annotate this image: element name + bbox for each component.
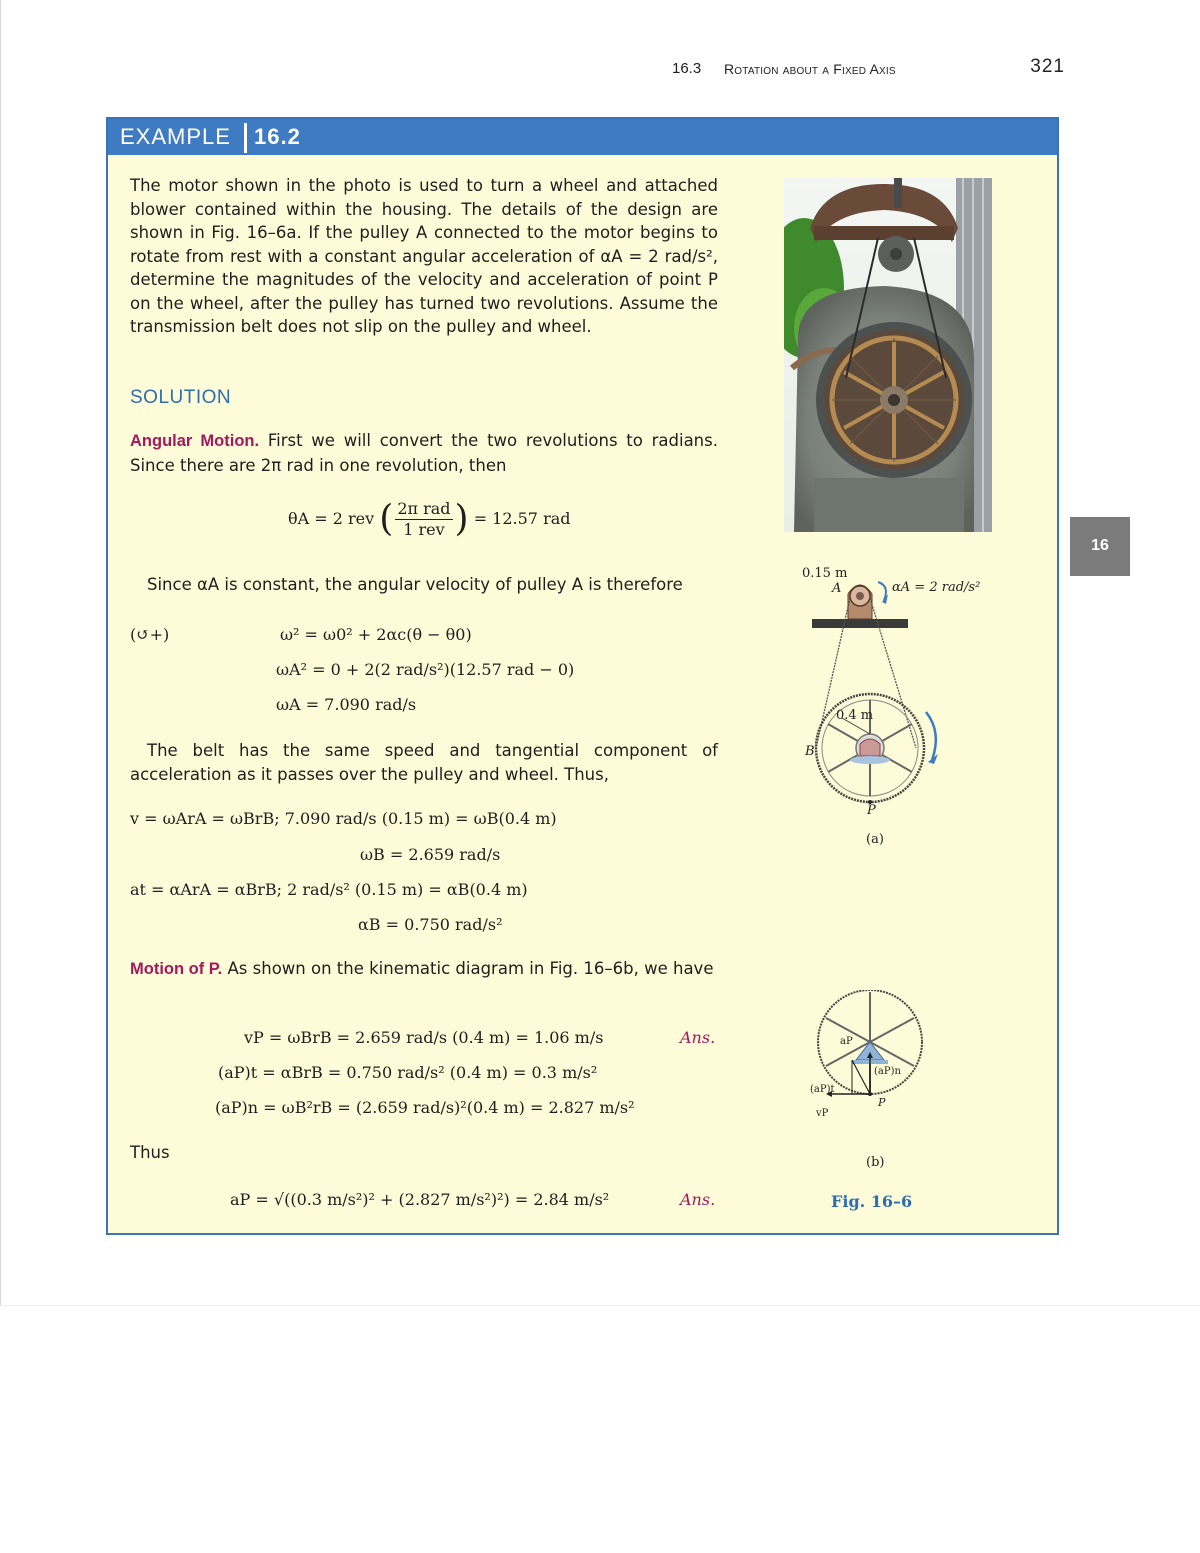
label-ap: aP — [840, 1036, 853, 1047]
acceleration-equation: at = αArA = αBrB; 2 rad/s² (0.15 m) = αB(0.4 m) — [130, 880, 528, 899]
label-a: A — [832, 581, 842, 596]
chapter-tab: 16 — [1070, 517, 1130, 576]
section-title: Rotation about a Fixed Axis — [724, 61, 896, 77]
theta-lhs: θA = 2 rev — [288, 509, 375, 528]
problem-text: The motor shown in the photo is used to turn a wheel and attached blower contained within the housing. The details of the design are shown in Fig. 16–6a. If the pulley A connected to the motor begins to rotate from rest with a constant angular acceleration of αA = 2 rad/s², determine the magnitudes of the velocity and acceleration of point P on the wheel, after the pulley has turned two revolutions. Assume the transmission belt does not slip on the pulley and wheel. — [130, 176, 718, 336]
page-number: 321 — [1030, 56, 1065, 77]
kinematic-eq-2: ωA² = 0 + 2(2 rad/s²)(12.57 rad − 0) — [276, 660, 575, 679]
label-b-radius: 0.4 m — [836, 708, 874, 723]
caption-b: (b) — [866, 1155, 885, 1170]
belt-text — [130, 739, 718, 786]
label-p: P — [867, 803, 876, 818]
theta-equation — [288, 499, 571, 540]
since-text: Since αA is constant, the angular velocity of pulley A is therefore — [147, 575, 683, 594]
label-vp: vP — [816, 1108, 829, 1119]
page-bottom-edge — [0, 1305, 1200, 1306]
example-number: 16.2 — [254, 124, 301, 149]
label-a-radius: 0.15 m — [802, 566, 848, 581]
label-alpha-a: αA = 2 rad/s² — [892, 580, 981, 595]
kinematic-eq-1: ω² = ω0² + 2αc(θ − θ0) — [280, 625, 472, 644]
label-apt: (aP)t — [810, 1084, 835, 1095]
label-b: B — [805, 744, 815, 759]
motion-p-text: As shown on the kinematic diagram in Fig. 16–6b, we have — [227, 959, 714, 978]
section-number: 16.3 — [672, 60, 702, 77]
label-apn: (aP)n — [874, 1066, 901, 1077]
answer-label-2: Ans. — [680, 1190, 716, 1209]
theta-fraction — [395, 499, 452, 540]
header-divider — [244, 123, 247, 153]
belt-text-content: The belt has the same speed and tangential component of acceleration as it passes over the pulley and wheel. Thus, — [130, 741, 718, 784]
example-header — [108, 119, 1057, 155]
figure-16-6a — [800, 566, 1000, 856]
angular-motion-paragraph — [130, 429, 718, 477]
caption-a: (a) — [866, 832, 884, 847]
velocity-equation: v = ωArA = ωBrB; 7.090 rad/s (0.15 m) = ωB(0.4 m) — [130, 809, 557, 828]
thus-text: Thus — [130, 1143, 170, 1162]
angular-motion-text: First we will convert the two revolutions to radians. Since there are 2π rad in one revolution, then — [130, 431, 718, 475]
omega-b-equation: ωB = 2.659 rad/s — [360, 845, 501, 864]
solution-heading: SOLUTION — [130, 387, 232, 408]
alpha-b-equation: αB = 0.750 rad/s² — [358, 915, 503, 934]
angular-motion-heading: Angular Motion. — [130, 432, 260, 450]
theta-frac-num: 2π rad — [397, 499, 451, 518]
right-paren: ) — [454, 498, 469, 540]
ap-equation: aP = √((0.3 m/s²)² + (2.827 m/s²)²) = 2.84 m/s² — [230, 1190, 610, 1209]
answer-label-1: Ans. — [680, 1028, 716, 1047]
left-paren: ( — [379, 498, 394, 540]
theta-frac-den: 1 rev — [403, 520, 445, 539]
motion-p-heading: Motion of P. — [130, 960, 223, 978]
motion-p-paragraph — [130, 957, 718, 982]
theta-rhs: = 12.57 rad — [473, 509, 571, 528]
sign-convention: (↺+) — [130, 625, 170, 644]
figure-label: Fig. 16–6 — [831, 1192, 913, 1211]
kinematic-eq-3: ωA = 7.090 rad/s — [276, 695, 417, 714]
vp-equation: vP = ωBrB = 2.659 rad/s (0.4 m) = 1.06 m/s — [244, 1028, 604, 1047]
motor-blower-photo — [784, 178, 992, 532]
example-label: EXAMPLE — [120, 124, 231, 149]
label-p2: P — [878, 1096, 886, 1109]
apn-equation: (aP)n = ωB²rB = (2.659 rad/s)²(0.4 m) = 2.827 m/s² — [215, 1098, 635, 1117]
page-edge — [0, 0, 1, 1305]
figure-16-6b — [808, 990, 938, 1120]
running-head — [620, 58, 1065, 82]
apt-equation: (aP)t = αBrB = 0.750 rad/s² (0.4 m) = 0.3 m/s² — [218, 1063, 598, 1082]
